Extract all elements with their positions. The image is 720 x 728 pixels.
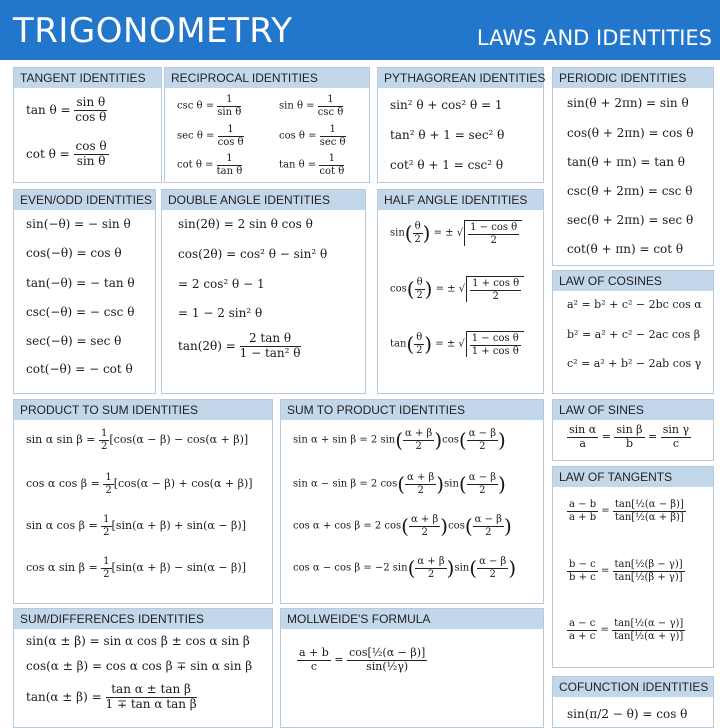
page-subtitle: LAWS AND IDENTITIES: [476, 26, 712, 50]
section-header: SUM/DIFFERENCES IDENTITIES: [14, 609, 272, 629]
product-to-sum-eq: cos α sin β = $\frac{1}{2}$ [sin(α + β) − sin(α − β)]: [26, 556, 246, 580]
reciprocal-eq: cos θ = 1 sec θ: [279, 124, 346, 148]
sum-to-product-eq: sin α − sin β = 2 cos( $\frac{\alpha + \beta}{2}$ )sin( $\frac{\alpha - \beta}{2}$ ): [293, 472, 506, 496]
periodic-eq: sec(θ + 2πn) = sec θ: [567, 213, 694, 227]
law-of-sines-eq: $\frac{\text{sin α}}{a}$ = $\frac{\text{sin β}}{b}$ = $\frac{\text{sin γ}}{c}$: [569, 423, 690, 450]
tangent-identities-box: [13, 67, 162, 183]
section-header: PRODUCT TO SUM IDENTITIES: [14, 400, 272, 420]
double-angle-eq: = 1 − 2 sin² θ: [178, 306, 263, 320]
section-header: SUM TO PRODUCT IDENTITIES: [281, 400, 543, 420]
section-header: COFUNCTION IDENTITIES: [553, 677, 713, 697]
double-angle-eq: = 2 cos² θ − 1: [178, 277, 265, 291]
half-angle-eq: cos( $\frac{\theta}{2}$ ) = ± √ $\frac{\text{1 + cos θ}}{2}$: [390, 276, 524, 302]
section-header: LAW OF TANGENTS: [553, 467, 713, 487]
section-header: HALF ANGLE IDENTITIES: [378, 190, 543, 210]
section-header: DOUBLE ANGLE IDENTITIES: [162, 190, 365, 210]
even-odd-eq: sec(−θ) = sec θ: [26, 334, 122, 348]
tangent-eq-tan: tan θ = $\frac{\text{sin θ}}{\text{cos θ}}$: [26, 95, 107, 124]
sum-to-product-eq: cos α − cos β = −2 sin( $\frac{\alpha + \beta}{2}$ )sin( $\frac{\alpha - \beta}{2}$ ): [293, 556, 517, 580]
periodic-eq: cot(θ + πn) = cot θ: [567, 242, 684, 256]
tangent-eq-cot: cot θ = $\frac{\text{cos θ}}{\text{sin θ}}$: [26, 139, 107, 168]
periodic-eq: sin(θ + 2πn) = sin θ: [567, 96, 689, 110]
double-angle-eq: sin(2θ) = 2 sin θ cos θ: [178, 217, 313, 231]
law-of-tangents-eq: $\frac{a - b}{a + b}$ = $\frac{\text{tan[½(α − β)]}}{\text{tan[½(α + β)]}}$: [569, 499, 684, 523]
law-of-sines-box: [552, 399, 714, 461]
sum-differences-box: [13, 608, 273, 728]
reciprocal-eq: csc θ = $\frac{1}{\text{sin θ}}$: [177, 94, 242, 118]
half-angle-identities-box: [377, 189, 544, 394]
reciprocal-identities-box: [164, 67, 370, 183]
pythagorean-eq: sin² θ + cos² θ = 1: [390, 98, 503, 112]
law-of-cosines-box: [552, 270, 714, 394]
double-angle-tan-eq: tan(2θ) = $\frac{\text{2 tan θ}}{\text{1 − tan² θ}}$: [178, 331, 301, 360]
even-odd-eq: csc(−θ) = − csc θ: [26, 305, 135, 319]
even-odd-eq: cot(−θ) = − cot θ: [26, 362, 133, 376]
header-banner: [0, 0, 720, 60]
pythagorean-eq: tan² θ + 1 = sec² θ: [390, 128, 505, 142]
product-to-sum-box: [13, 399, 273, 604]
reciprocal-eq: sin θ = 1 csc θ: [279, 94, 344, 118]
even-odd-eq: cos(−θ) = cos θ: [26, 246, 122, 260]
section-header: PYTHAGOREAN IDENTITIES: [378, 68, 543, 88]
cofunction-identities-box: [552, 676, 714, 728]
double-angle-eq: cos(2θ) = cos² θ − sin² θ: [178, 247, 328, 261]
even-odd-eq: sin(−θ) = − sin θ: [26, 217, 131, 231]
periodic-eq: tan(θ + πn) = tan θ: [567, 155, 686, 169]
half-angle-eq: tan( $\frac{\theta}{2}$ ) = ± √ $\frac{\text{1 − cos θ}}{\text{1 + cos θ}}$: [390, 331, 524, 357]
product-to-sum-eq: sin α cos β = $\frac{1}{2}$ [sin(α + β) + sin(α − β)]: [26, 514, 246, 538]
law-of-tangents-eq: $\frac{a - c}{a + c}$ = $\frac{\text{tan[½(α − γ)]}}{\text{tan[½(α + γ)]}}$: [569, 618, 684, 642]
law-of-cosines-eq: b² = a² + c² − 2ac cos β: [567, 328, 701, 341]
reciprocal-eq: tan θ = $\frac{1}{\text{cot θ}}$: [279, 153, 345, 177]
section-header: MOLLWEIDE'S FORMULA: [281, 609, 543, 629]
section-header: EVEN/ODD IDENTITIES: [14, 190, 155, 210]
reciprocal-eq: cot θ = $\frac{1}{\text{tan θ}}$: [177, 153, 243, 177]
double-angle-identities-box: [161, 189, 366, 394]
periodic-eq: cos(θ + 2πn) = cos θ: [567, 126, 694, 140]
reciprocal-eq: sec θ = $\frac{1}{\text{cos θ}}$: [177, 124, 244, 148]
sum-to-product-eq: sin α + sin β = 2 sin( $\frac{\alpha + \beta}{2}$ )cos( $\frac{\alpha - \beta}{2}$ ): [293, 428, 506, 452]
sum-to-product-box: [280, 399, 544, 604]
law-of-cosines-eq: a² = b² + c² − 2bc cos α: [567, 298, 702, 311]
pythagorean-identities-box: [377, 67, 544, 183]
law-of-tangents-box: [552, 466, 714, 668]
even-odd-identities-box: [13, 189, 156, 394]
sum-diff-eq: sin(α ± β) = sin α cos β ± cos α sin β: [26, 634, 250, 648]
cofunction-eq: sin(π/2 − θ) = cos θ: [567, 707, 688, 721]
section-header: LAW OF SINES: [553, 400, 713, 420]
product-to-sum-eq: cos α cos β = $\frac{1}{2}$ [cos(α − β) + cos(α + β)]: [26, 472, 253, 496]
section-header: TANGENT IDENTITIES: [14, 68, 161, 88]
sum-to-product-eq: cos α + cos β = 2 cos( $\frac{\alpha + \beta}{2}$ )cos( $\frac{\alpha - \beta}{2}$ ): [293, 514, 512, 538]
section-header: LAW OF COSINES: [553, 271, 713, 291]
product-to-sum-eq: sin α sin β = $\frac{1}{2}$ [cos(α − β) − cos(α + β)]: [26, 428, 249, 452]
periodic-identities-box: [552, 67, 714, 266]
law-of-tangents-eq: $\frac{b - c}{b + c}$ = $\frac{\text{tan[½(β − γ)]}}{\text{tan[½(β + γ)]}}$: [569, 559, 683, 583]
periodic-eq: csc(θ + 2πn) = csc θ: [567, 184, 693, 198]
section-header: RECIPROCAL IDENTITIES: [165, 68, 369, 88]
half-angle-eq: sin( $\frac{\theta}{2}$ ) = ± √ $\frac{\text{1 − cos θ}}{2}$: [390, 220, 522, 246]
even-odd-eq: tan(−θ) = − tan θ: [26, 276, 135, 290]
page-title: TRIGONOMETRY: [13, 11, 293, 51]
sum-diff-tan-eq: tan(α ± β) = $\frac{\text{tan α ± tan β}}{\text{1 ∓ tan α tan β}}$: [26, 682, 197, 711]
mollweide-formula-box: [280, 608, 544, 728]
pythagorean-eq: cot² θ + 1 = csc² θ: [390, 158, 504, 172]
sum-diff-eq: cos(α ± β) = cos α cos β ∓ sin α sin β: [26, 659, 253, 673]
mollweide-eq: $\frac{a + b}{c}$ = $\frac{\text{cos[½(α − β)]}}{\text{sin(½γ)}}$: [299, 646, 426, 673]
law-of-cosines-eq: c² = a² + b² − 2ab cos γ: [567, 357, 702, 370]
section-header: PERIODIC IDENTITIES: [553, 68, 713, 88]
